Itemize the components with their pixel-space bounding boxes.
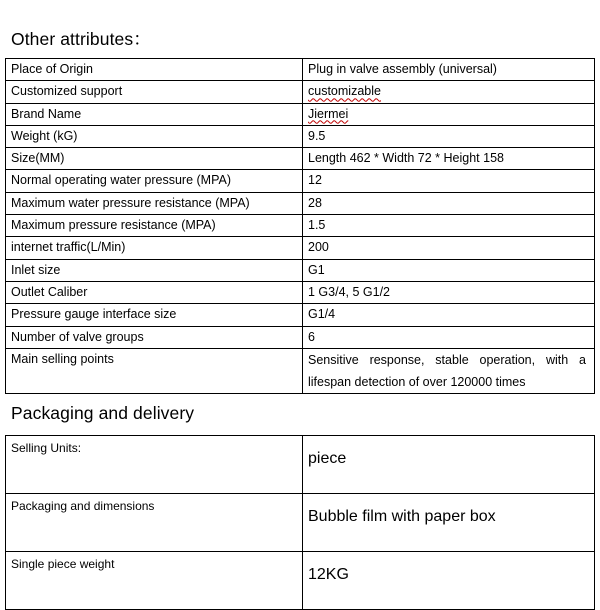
- table-row: [6, 192, 595, 214]
- attribute-value: 1.5: [303, 215, 595, 237]
- spellcheck-value: Jiermei: [308, 106, 349, 121]
- attribute-label: Brand Name: [6, 103, 303, 125]
- attribute-label: Number of valve groups: [6, 326, 303, 348]
- attribute-label: Pressure gauge interface size: [6, 304, 303, 326]
- packaging-label: Packaging and dimensions: [6, 494, 303, 552]
- other-attributes-table: [5, 58, 595, 394]
- attribute-value: G1: [303, 259, 595, 281]
- packaging-label: Selling Units:: [6, 436, 303, 494]
- attribute-label: Main selling points: [6, 348, 303, 393]
- attribute-value: [303, 81, 595, 103]
- attribute-label: Size(MM): [6, 148, 303, 170]
- attribute-value: 1 G3/4, 5 G1/2: [303, 281, 595, 303]
- attribute-value: Plug in valve assembly (universal): [303, 59, 595, 81]
- packaging-value: 12KG: [303, 552, 595, 610]
- table-row: [6, 281, 595, 303]
- table-row: [6, 103, 595, 125]
- table-row: [6, 259, 595, 281]
- table-row: [6, 326, 595, 348]
- table-row: [6, 148, 595, 170]
- attribute-value: 200: [303, 237, 595, 259]
- attribute-label: Weight (kG): [6, 125, 303, 147]
- table-row: [6, 436, 595, 494]
- table-row: [6, 59, 595, 81]
- attribute-label: Maximum pressure resistance (MPA): [6, 215, 303, 237]
- table-row: [6, 494, 595, 552]
- table-row: [6, 170, 595, 192]
- attribute-label: Inlet size: [6, 259, 303, 281]
- attribute-label: Outlet Caliber: [6, 281, 303, 303]
- attribute-label: internet traffic(L/Min): [6, 237, 303, 259]
- table-row: [6, 348, 595, 393]
- attribute-value: 28: [303, 192, 595, 214]
- packaging-value: Bubble film with paper box: [303, 494, 595, 552]
- packaging-label: Single piece weight: [6, 552, 303, 610]
- packaging-heading: Packaging and delivery: [11, 403, 195, 423]
- attribute-value: 9.5: [303, 125, 595, 147]
- attribute-value: [303, 103, 595, 125]
- attribute-value: 12: [303, 170, 595, 192]
- other-attributes-heading: Other attributes：: [11, 29, 151, 49]
- table-row: [6, 304, 595, 326]
- attribute-value: Length 462 * Width 72 * Height 158: [303, 148, 595, 170]
- spellcheck-value: customizable: [308, 84, 381, 99]
- attribute-label: Maximum water pressure resistance (MPA): [6, 192, 303, 214]
- packaging-value: piece: [303, 436, 595, 494]
- packaging-table: [5, 435, 595, 610]
- attribute-value: Sensitive response, stable operation, with a lifespan detection of over 120000 times: [303, 348, 595, 393]
- table-row: [6, 125, 595, 147]
- table-row: [6, 237, 595, 259]
- attribute-label: Customized support: [6, 81, 303, 103]
- table-row: [6, 215, 595, 237]
- attribute-label: Place of Origin: [6, 59, 303, 81]
- table-row: [6, 81, 595, 103]
- attribute-label: Normal operating water pressure (MPA): [6, 170, 303, 192]
- table-row: [6, 552, 595, 610]
- attribute-value: 6: [303, 326, 595, 348]
- attribute-value: G1/4: [303, 304, 595, 326]
